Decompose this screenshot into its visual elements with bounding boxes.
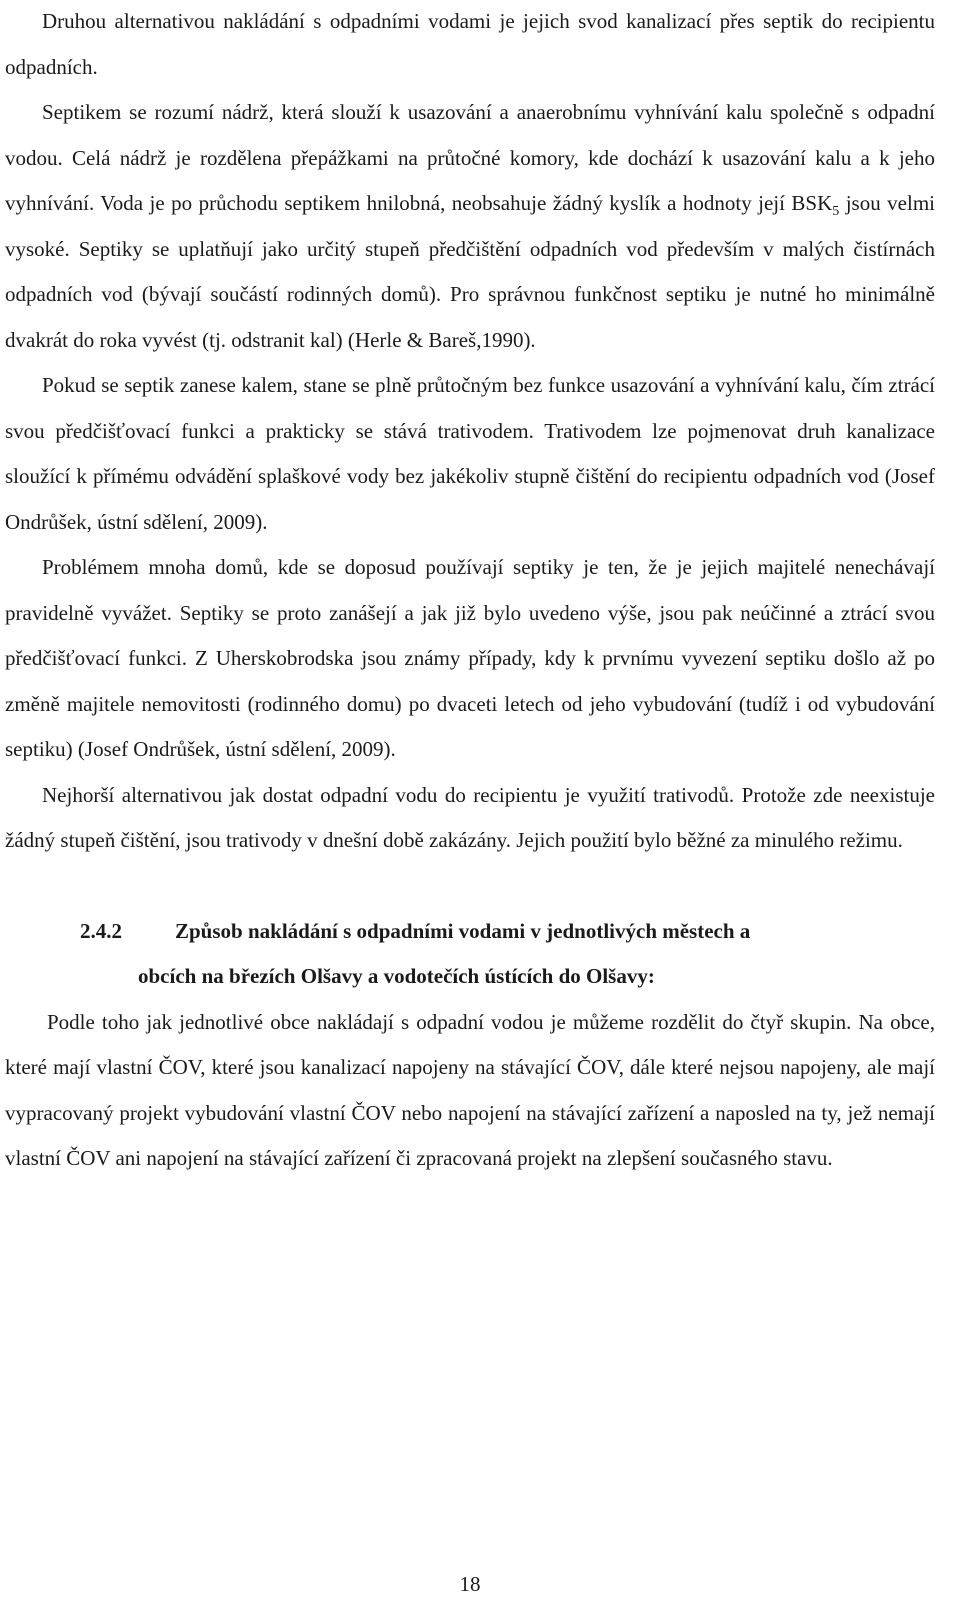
paragraph-text: Druhou alternativou nakládání s odpadními vodami je jejich svod kanalizací přes septik do recipientu odpadních. xyxy=(5,9,935,79)
paragraph-text: Podle toho jak jednotlivé obce nakládají s odpadní vodou je můžeme rozdělit do čtyř skupin. Na obce, které mají vlastní ČOV, které jsou kanalizací napojeny na stávající ČOV, dále které nejsou napojeny, ale mají vypracovaný projekt vybudování vlastní ČOV nebo napojení na stávající zařízení a naposled na ty, jež nemají vlastní ČOV ani napojení na stávající zařízení či zpracovaná projekt na zlepšení současného stavu. xyxy=(5,1009,935,1170)
paragraph-text-part: Septikem se rozumí nádrž, která slouží k usazování a anaerobnímu vyhnívání kalu společně s odpadní vodou. Celá nádrž je rozdělena přepážkami na průtočné komory, kde dochází k usazování kalu a k jeho vyhnívání. Voda je po průchodu septikem hnilobná, neobsahuje žádný kyslík a hodnoty její BSK xyxy=(5,100,935,215)
paragraph-problems xyxy=(5,545,935,773)
paragraph-intro xyxy=(5,0,935,90)
paragraph-text: Pokud se septik zanese kalem, stane se plně průtočným bez funkce usazování a vyhnívání kalu, čím ztrácí svou předčišťovací funkci a prakticky se stává trativodem. Trativodem lze pojmenovat druh kanalizace sloužící k přímému odvádění splaškové vody bez jakékoliv stupně čištění do recipientu odpadních vod (Josef Ondrůšek, ústní sdělení, 2009). xyxy=(5,373,935,534)
section-heading xyxy=(5,909,935,1000)
section-number: 2.4.2 xyxy=(80,918,122,943)
paragraph-text: Problémem mnoha domů, kde se doposud používají septiky je ten, že je jejich majitelé nenechávají pravidelně vyvážet. Septiky se proto zanášejí a jak již bylo uvedeno výše, jsou pak neúčinné a ztrácí svou předčišťovací funkci. Z Uherskobrodska jsou známy případy, kdy k prvnímu vyvezení septiku došlo až po změně majitele nemovitosti (rodinného domu) po dvaceti letech od jeho vybudování (tudíž i od vybudování septiku) (Josef Ondrůšek, ústní sdělení, 2009). xyxy=(5,555,935,761)
paragraph-septik-clogged xyxy=(5,363,935,545)
subscript-5: 5 xyxy=(832,204,840,220)
section-title-line2: obcích na březích Olšavy a vodotečích ústících do Olšavy: xyxy=(138,964,655,988)
paragraph-groups xyxy=(5,1000,935,1182)
paragraph-septik-definition xyxy=(5,90,935,363)
paragraph-text-part: jsou velmi vysoké. Septiky se uplatňují jako určitý stupeň předčištění odpadních vod především v malých čistírnách odpadních vod (bývají součástí rodinných domů). Pro správnou funkčnost septiku je nutné ho minimálně dvakrát do roka vyvést (tj. odstranit kal) (Herle & Bareš,1990). xyxy=(5,191,935,352)
paragraph-text: Nejhorší alternativou jak dostat odpadní vodu do recipientu je využití trativodů. Protože zde neexistuje žádný stupeň čištění, jsou trativody v dnešní době zakázány. Jejich použití bylo běžné za minulého režimu. xyxy=(5,782,935,852)
document-page xyxy=(5,0,935,1182)
page-number: 18 xyxy=(459,1572,481,1596)
paragraph-worst-alternative xyxy=(5,773,935,864)
section-title-line1: Způsob nakládání s odpadními vodami v jednotlivých městech a xyxy=(175,918,751,943)
section-spacer xyxy=(5,864,935,909)
